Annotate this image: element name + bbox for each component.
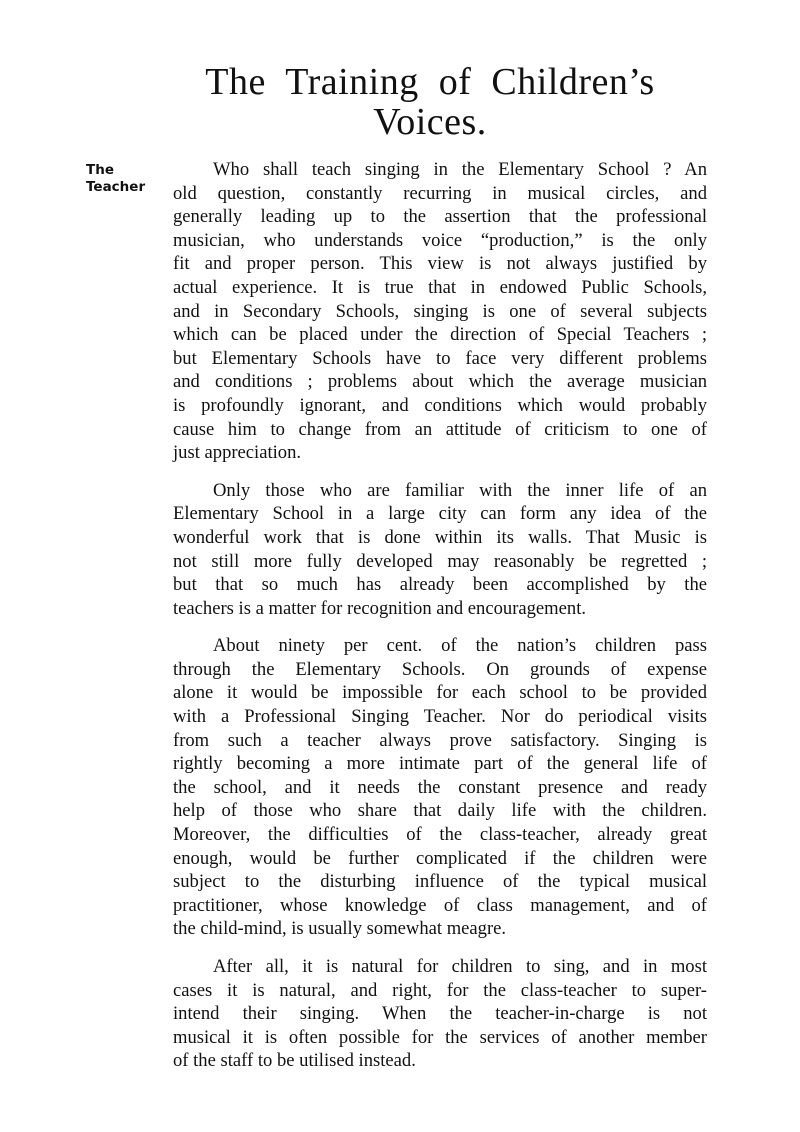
text-line: the child-mind, is usually somewhat meagre. [173,918,507,940]
text-line: enough, would be further complicated if the children were [173,847,707,869]
title-line: Voices. [373,101,487,143]
margin-note [86,162,145,196]
text-line: actual experience. It is true that in endowed Public Schools, [173,276,707,298]
margin-note-line: Teacher [86,179,146,195]
paragraph [173,634,707,941]
text-line: About ninety per cent. of the nation’s children pass [213,635,707,657]
text-line: teachers is a matter for recognition and encouragement. [173,597,587,619]
text-line: practitioner, whose knowledge of class management, and of [173,894,707,916]
text-line: not still more fully developed may reasonably be regretted ; [173,550,707,572]
text-line: is profoundly ignorant, and conditions which would probably [173,394,707,416]
text-line: but that so much has already been accomplished by the [173,574,707,596]
text-line: wonderful work that is done within its walls. That Music is [173,526,707,548]
text-line: which can be placed under the direction of Special Teachers ; [173,324,707,346]
text-line: with a Professional Singing Teacher. Nor do periodical visits [173,706,707,728]
text-line: subject to the disturbing influence of the typical musical [173,871,707,893]
text-line: help of those who share that daily life with the children. [173,800,707,822]
text-line: Elementary School in a large city can form any idea of the [173,503,707,525]
text-line: and in Secondary Schools, singing is one of several subjects [173,300,707,322]
text-line: and conditions ; problems about which the average musician [173,371,707,393]
paragraph [173,158,707,465]
text-line: cause him to change from an attitude of criticism to one of [173,418,707,440]
margin-note-line: The [86,162,114,178]
text-line: rightly becoming a more intimate part of the general life of [173,753,707,775]
text-line: fit and proper person. This view is not always justified by [173,253,707,275]
text-line: just appreciation. [173,442,302,464]
text-line: Who shall teach singing in the Elementary School ? An [213,159,707,180]
text-line: After all, it is natural for children to sing, and in most [213,956,707,977]
text-line: cases it is natural, and right, for the class-teacher to super- [173,979,707,1001]
text-line: but Elementary Schools have to face very different problems [173,347,707,369]
title-line: The Training of Children’s [205,61,655,103]
text-line: from such a teacher always prove satisfactory. Singing is [173,729,707,751]
text-line: through the Elementary Schools. On grounds of expense [173,658,707,680]
text-line: generally leading up to the assertion that the professional [173,206,707,228]
text-line: Moreover, the difficulties of the class-teacher, already great [173,824,707,846]
text-line: alone it would be impossible for each school to be provided [173,682,707,704]
text-line: of the staff to be utilised instead. [173,1050,416,1072]
page-title [150,62,710,142]
text-line: intend their singing. When the teacher-in-charge is not [173,1003,707,1025]
text-line: the school, and it needs the constant presence and ready [173,776,707,798]
text-line: old question, constantly recurring in musical circles, and [173,182,707,204]
text-line: musical it is often possible for the services of another member [173,1026,707,1048]
text-line: musician, who understands voice “production,” is the only [173,229,707,251]
body-text [173,158,707,1087]
text-line: Only those who are familiar with the inner life of an [213,479,707,501]
paragraph [173,479,707,621]
paragraph [173,955,707,1073]
